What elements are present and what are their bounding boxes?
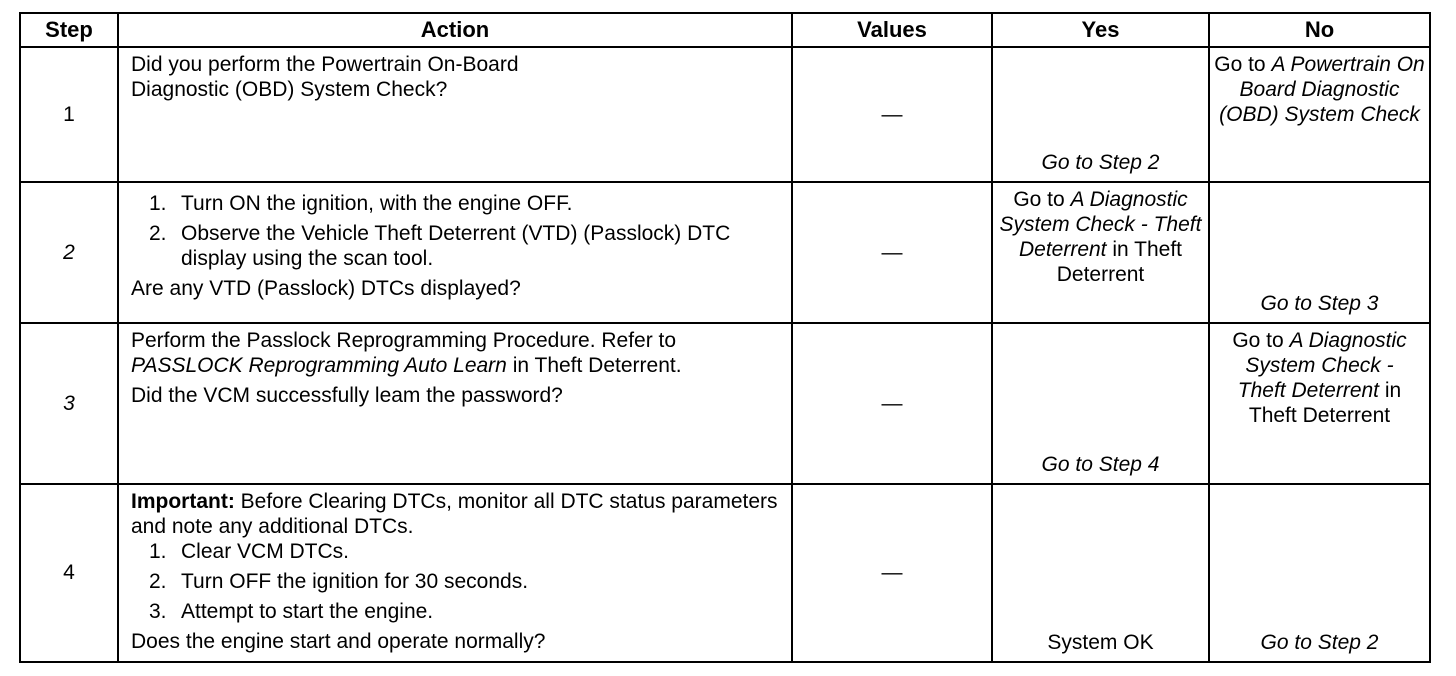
- item-number: 1.: [149, 192, 167, 216]
- yes-cell: System OK: [992, 484, 1209, 662]
- yes-prefix: Go to: [1013, 188, 1071, 212]
- yes-cell: Go to Step 4: [992, 323, 1209, 484]
- item-text: Observe the Vehicle Theft Deterrent (VTD) (Passlock) DTC display using the scan tool.: [181, 222, 731, 271]
- header-row: [20, 13, 1430, 47]
- step-number: 4: [20, 484, 118, 662]
- action-question: Did the VCM successfully leam the password?: [131, 383, 563, 407]
- no-cell: Go to Step 3: [1209, 182, 1430, 323]
- action-step-item: [131, 569, 783, 594]
- no-cell: [1209, 323, 1430, 484]
- header-step: Step: [20, 13, 118, 47]
- action-cell: [118, 47, 792, 182]
- item-number: 3.: [149, 599, 167, 623]
- item-text: Turn OFF the ignition for 30 seconds.: [181, 569, 529, 593]
- diagnostic-table: [19, 12, 1431, 663]
- no-cell: [1209, 47, 1430, 182]
- item-number: 1.: [149, 539, 167, 563]
- values-cell: —: [792, 484, 992, 662]
- values-cell: —: [792, 182, 992, 323]
- values-cell: —: [792, 47, 992, 182]
- table-row-4: [20, 484, 1430, 662]
- action-step-item: [131, 191, 783, 216]
- no-prefix: Go to: [1232, 328, 1290, 352]
- step-number: 3: [20, 323, 118, 484]
- step-number: 1: [20, 47, 118, 182]
- table-row-1: [20, 47, 1430, 182]
- table-row-2: [20, 182, 1430, 323]
- no-suffix: in Theft Deterrent: [1248, 378, 1402, 427]
- step-number: 2: [20, 182, 118, 323]
- action-cell: [118, 182, 792, 323]
- action-cell: [118, 323, 792, 484]
- no-cell: Go to Step 2: [1209, 484, 1430, 662]
- item-text: Turn ON the ignition, with the engine OFF.: [181, 192, 573, 216]
- header-values: Values: [792, 13, 992, 47]
- yes-link: A Diagnostic System Check - Theft Deterrent: [999, 188, 1202, 262]
- action-step-item: [131, 599, 783, 624]
- important-label: Important:: [131, 489, 235, 513]
- no-link: A Powertrain On Board Diagnostic (OBD) System Check: [1219, 53, 1425, 127]
- important-note: [131, 489, 783, 539]
- item-text: Clear VCM DTCs.: [181, 539, 350, 563]
- no-prefix: Go to: [1214, 53, 1272, 77]
- yes-cell: [992, 182, 1209, 323]
- header-yes: Yes: [992, 13, 1209, 47]
- item-number: 2.: [149, 569, 167, 593]
- item-text: Attempt to start the engine.: [181, 599, 434, 623]
- yes-suffix: in Theft Deterrent: [1056, 238, 1183, 287]
- important-text: Before Clearing DTCs, monitor all DTC status parameters and note any additional DTCs.: [131, 489, 778, 538]
- header-action: Action: [118, 13, 792, 47]
- action-question: Does the engine start and operate normally?: [131, 629, 546, 653]
- yes-cell: Go to Step 2: [992, 47, 1209, 182]
- instruction-link: PASSLOCK Reprogramming Auto Learn: [131, 353, 507, 377]
- action-instruction: [131, 328, 783, 378]
- table-row-3: [20, 323, 1430, 484]
- action-question: Did you perform the Powertrain On-Board Diagnostic (OBD) System Check?: [131, 53, 519, 102]
- instruction-text: Perform the Passlock Reprogramming Procedure. Refer to: [131, 328, 677, 352]
- action-cell: [118, 484, 792, 662]
- instruction-text-end: in Theft Deterrent.: [506, 353, 682, 377]
- values-cell: —: [792, 323, 992, 484]
- action-question: Are any VTD (Passlock) DTCs displayed?: [131, 277, 521, 301]
- item-number: 2.: [149, 222, 167, 246]
- no-link: A Diagnostic System Check - Theft Deterrent: [1237, 328, 1407, 402]
- action-step-item: [131, 221, 783, 271]
- header-no: No: [1209, 13, 1430, 47]
- action-step-item: [131, 539, 783, 564]
